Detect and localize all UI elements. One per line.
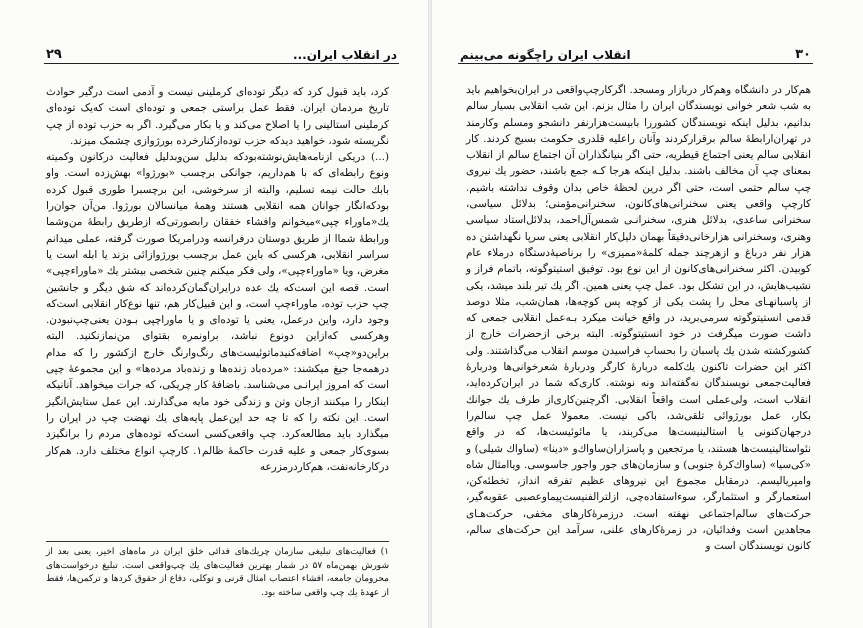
right-paragraph-1: هم‌کار در دانشگاه وهم‌کار دربازار ومسجد. اگرکارچپ‌واقعی در ایران‌بخواهیم باید به شب شعر خوانی نویسندگان ایران را مثال بزنم. این شب انقلابی‌ بسیار سالم بدانیم، بدلیل اینکه نویسندگان کشوررا بابیست‌هزارنفر دانشجو ومسلم وکارمند در تهران‌ارابطهٔ سالم برقرارکردند وآنان راعلیه قلدری حکومت بسیج کردند. کار انقلابی سالم یعنی اجتماع قیطریه، حتی اگر بنیانگذاران آن اجتماع سالم از انقلاب بمعنای چپ آن مخالف باشند. بدلیل اینکه هرجا کـه جمع باشند، حضور یك نیروی چپ سالم حتمی است، حتی اگر درین لحظهٔ خاص بدان وقوف نداشته باشیم. کارچپ واقعی یعنی سخنرانی‌های‌کانون، سخنرانی‌مؤمنی؛ بدلائل سیاسی، سخنرانی ساعدی، بدلائل هنری، سخنرانـی شمس‌آل‌احمد، بدلائل‌استاد سیاسی وهنری، وسخنرانی هزارخانی‌دقیقاً بهمان دلیل‌کار انقلابی یعنی سرپا نگهداشتن ده هزار نفر درباغ و ازهرچند جمله کلمهٔ«ممیزی» را برناصیهٔ‌دستگاه درملاء عام کوبیدن. اکثر سخنرانی‌های‌کانون از این نوع بود. توفیق استیتو‌گوته، باتمام فراز و نشیب‌هایش، در این تشکل بود. عمل چپ یعنی همین. اگر یك‌ تیر بلند میشد، یکی از پاسبانهـای محل را پشت یکی از کوچه پس کوچه‌ها، همان‌شب، مثلا دو‌صد قدمی انستیتوگوته سرمی‌برید، در واقع خیانت میکرد بـه‌عمل انقلابی جمعی که داشت صورت میگرفت در خود انستیتوگوته. البته برخی ازحضرات خارج از کشورکشته شدن یك پاسبان را بحسابِ فراسیدن موسم انقلاب می‌گذاشتند. ولی اکثر این حضرات تاکنون یك‌کلمه درباره‌ٔ کارگر ودربارهٔ شعرخوانی‌ها ودربارهٔ فعالیت‌جمعی نویسندگان نه‌گفته‌اند ونه نوشته. کاری‌که شما در ایران‌کرده‌اید، انقلاب است، ولی‌عملی است واقعاً انقلابی. اگرچنین‌کاری‌از طرف یك جوانك بکار، عمل بورژوائی تلقی‌شد، باکی نیست. معمولا عمل چپ سالم‌را درجهان‌کنونی یا استالینیست‌ها می‌کربند، یا مائوئیست‌ها، که در واقع نئواستالینیست‌ها هستند، یا مرتجعین و پاسزاران‌ساواك‌و «دینا» (ساواك شیلی) و «کی‌سیا» (ساواك‌کرهٔ جنوبی) و سازمان‌های جور واجور جاسوسی. ویاامثال شاه وامپریالیسم. درمقابل مجموع این نیروهای عظیم تفرقه انداز، تخطئه‌کن، استعمارگر و استثمارگر، سوءاستفاده‌چی، ازلترالفنیست‌پیماوعصبی عقوبه‌گیر، حرکت‌های سالم‌اجتماعی نهفته است. درزمرهٔ‌کارهای مخفی، حرکت‌هـای مجاهدین است وفدائیان، در زمرهٔ‌کارهای علنی، سرآمد این حرکت‌های سالم، کانون نویسندگان است و: [466, 84, 811, 553]
left-header-rule: [44, 63, 399, 64]
left-running-title: در انقلاب ایران...: [293, 48, 397, 62]
footnote-rule: [46, 541, 389, 542]
right-running-head: [460, 44, 811, 62]
left-footnote: ۱) فعالیت‌های تبلیغی سازمان چریك‌های فدائی خلق ایران در ماه‌های اخیر، یعنی بعد از شورش بهمن‌ماه ۵۷ در شمار بهترین فعالیت‌های یك چپ‌واقعی است. تبلیغ درخواست‌های محرومان جامعه، افشاء اعتصاب امثال قرنی و توکلی، دفاع از حقوق کردها و ترکمن‌ها، فقط از عهدهٔ یك چپ واقعی ساخته بود.: [46, 547, 389, 598]
left-body-text: [46, 84, 389, 475]
right-body-text: [466, 82, 811, 555]
left-paragraph-1: کرد، باید قبول کرد که دیگر توده‌ای کرملینی نیست و آدمی است درگیر حوادث تاریخ مردمان ایران. فقط عمل براستی جمعی و توده‌ای است که‌یک توده‌ای کرملینی استالینی را یا اصلاح می‌کند و یا بکار می‌گیرد. اگر به حزب توده از چپ نگریسته شود، خواهید دیدکه حزب توده‌ازکنارخرده بورژوازی چشمک میزند.: [46, 86, 389, 147]
right-page-number: ۳۰: [795, 47, 811, 62]
right-running-title: انقلاب ایران راچگونه می‌بینم: [460, 48, 631, 62]
left-page-number: ۲۹: [46, 47, 62, 62]
left-running-head: [46, 44, 397, 62]
right-header-rule: [458, 63, 813, 64]
right-page: [432, 0, 863, 628]
left-page: [0, 0, 430, 628]
left-paragraph-2: (...) دریکی ازنامه‌هایش‌نوشته‌بودکه بدلیل سن‌وبدلیل فعالیت درکانون وکمیته ونوع رابطه‌ای که با هم‌داریم، جوانکی برچسب «بورژوا» بهش‌زده است. واو بابك حالت نیمه تسلیم، والبته از سرخوشی، این برچسبرا طوری قبول کرده بودکه‌انگار جوانان همه انقلابی هستند وهمهٔ میانسالان بورژوا. من‌آن جوان‌را یك«ماوراء چپی»میخوانم وافشاء خفقان رابصورتی‌که ازطریق رابطهٔ من‌وشما ورابطهٔ شماا از طریق دوستان درفرانسه ودرامریکا صورت گرفته، عملی میدانم سراسر انقلابی، هرکسی که باین عمل برچسب بورژوازائی بزند یا ابله است یا مغرض، ویا «ماوراءچپی»، ولی فکر میکنم چنین شخصی بیشتر یك «ماوراءچپی» است. قصه این است‌که یك عده درایران‌گمان‌کرده‌اند که شق دیگر و جانشین چپ حزب توده، ماوراءچپ است، و این قبیل‌کار هم، تنها نوع‌کار انقلابی است‌که وجود دارد، واین درعمل، یعنی یا توده‌ای و یا ماوراچپی بـودن یعنی‌چپ‌نبودن. وهرکسی که‌ازاین دونوع نباشد، براونمره بقتوای من‌نمازنکنید. البته براین‌دو«چپ» اضافه‌کنیدماتوئیست‌های رنگ‌وارنگ خارج ازکشور را که مدام درهمه‌جا جیغ میکشند: «مرده‌باد زنده‌ها و زنده‌باد مرده‌ها» و این مجموعهٔ چپی است که امروز ایرانـی می‌شناسد. باضافهٔ کار چریکی، که جرات میخواهد. آنانیکه اینکار را میکنند ازجان وتن و زندگی خود مایه می‌گذارند. این عمل ستایش‌انگیز است. این نکته را که تا چه حد این‌عمل پایه‌های یك نهضت چپ در ایران را میگذارد باید مطالعه‌کرد. چپ واقعی‌کسی است‌که توده‌های مردم را برانگیزد بسوی‌کار جمعی و علیه قدرت حاکمهٔ ظالم۱. کارچپ انواع مختلف دارد. هم‌کار درکارخانه‌نفت، هم‌کاردرمزرعه: [46, 151, 389, 473]
